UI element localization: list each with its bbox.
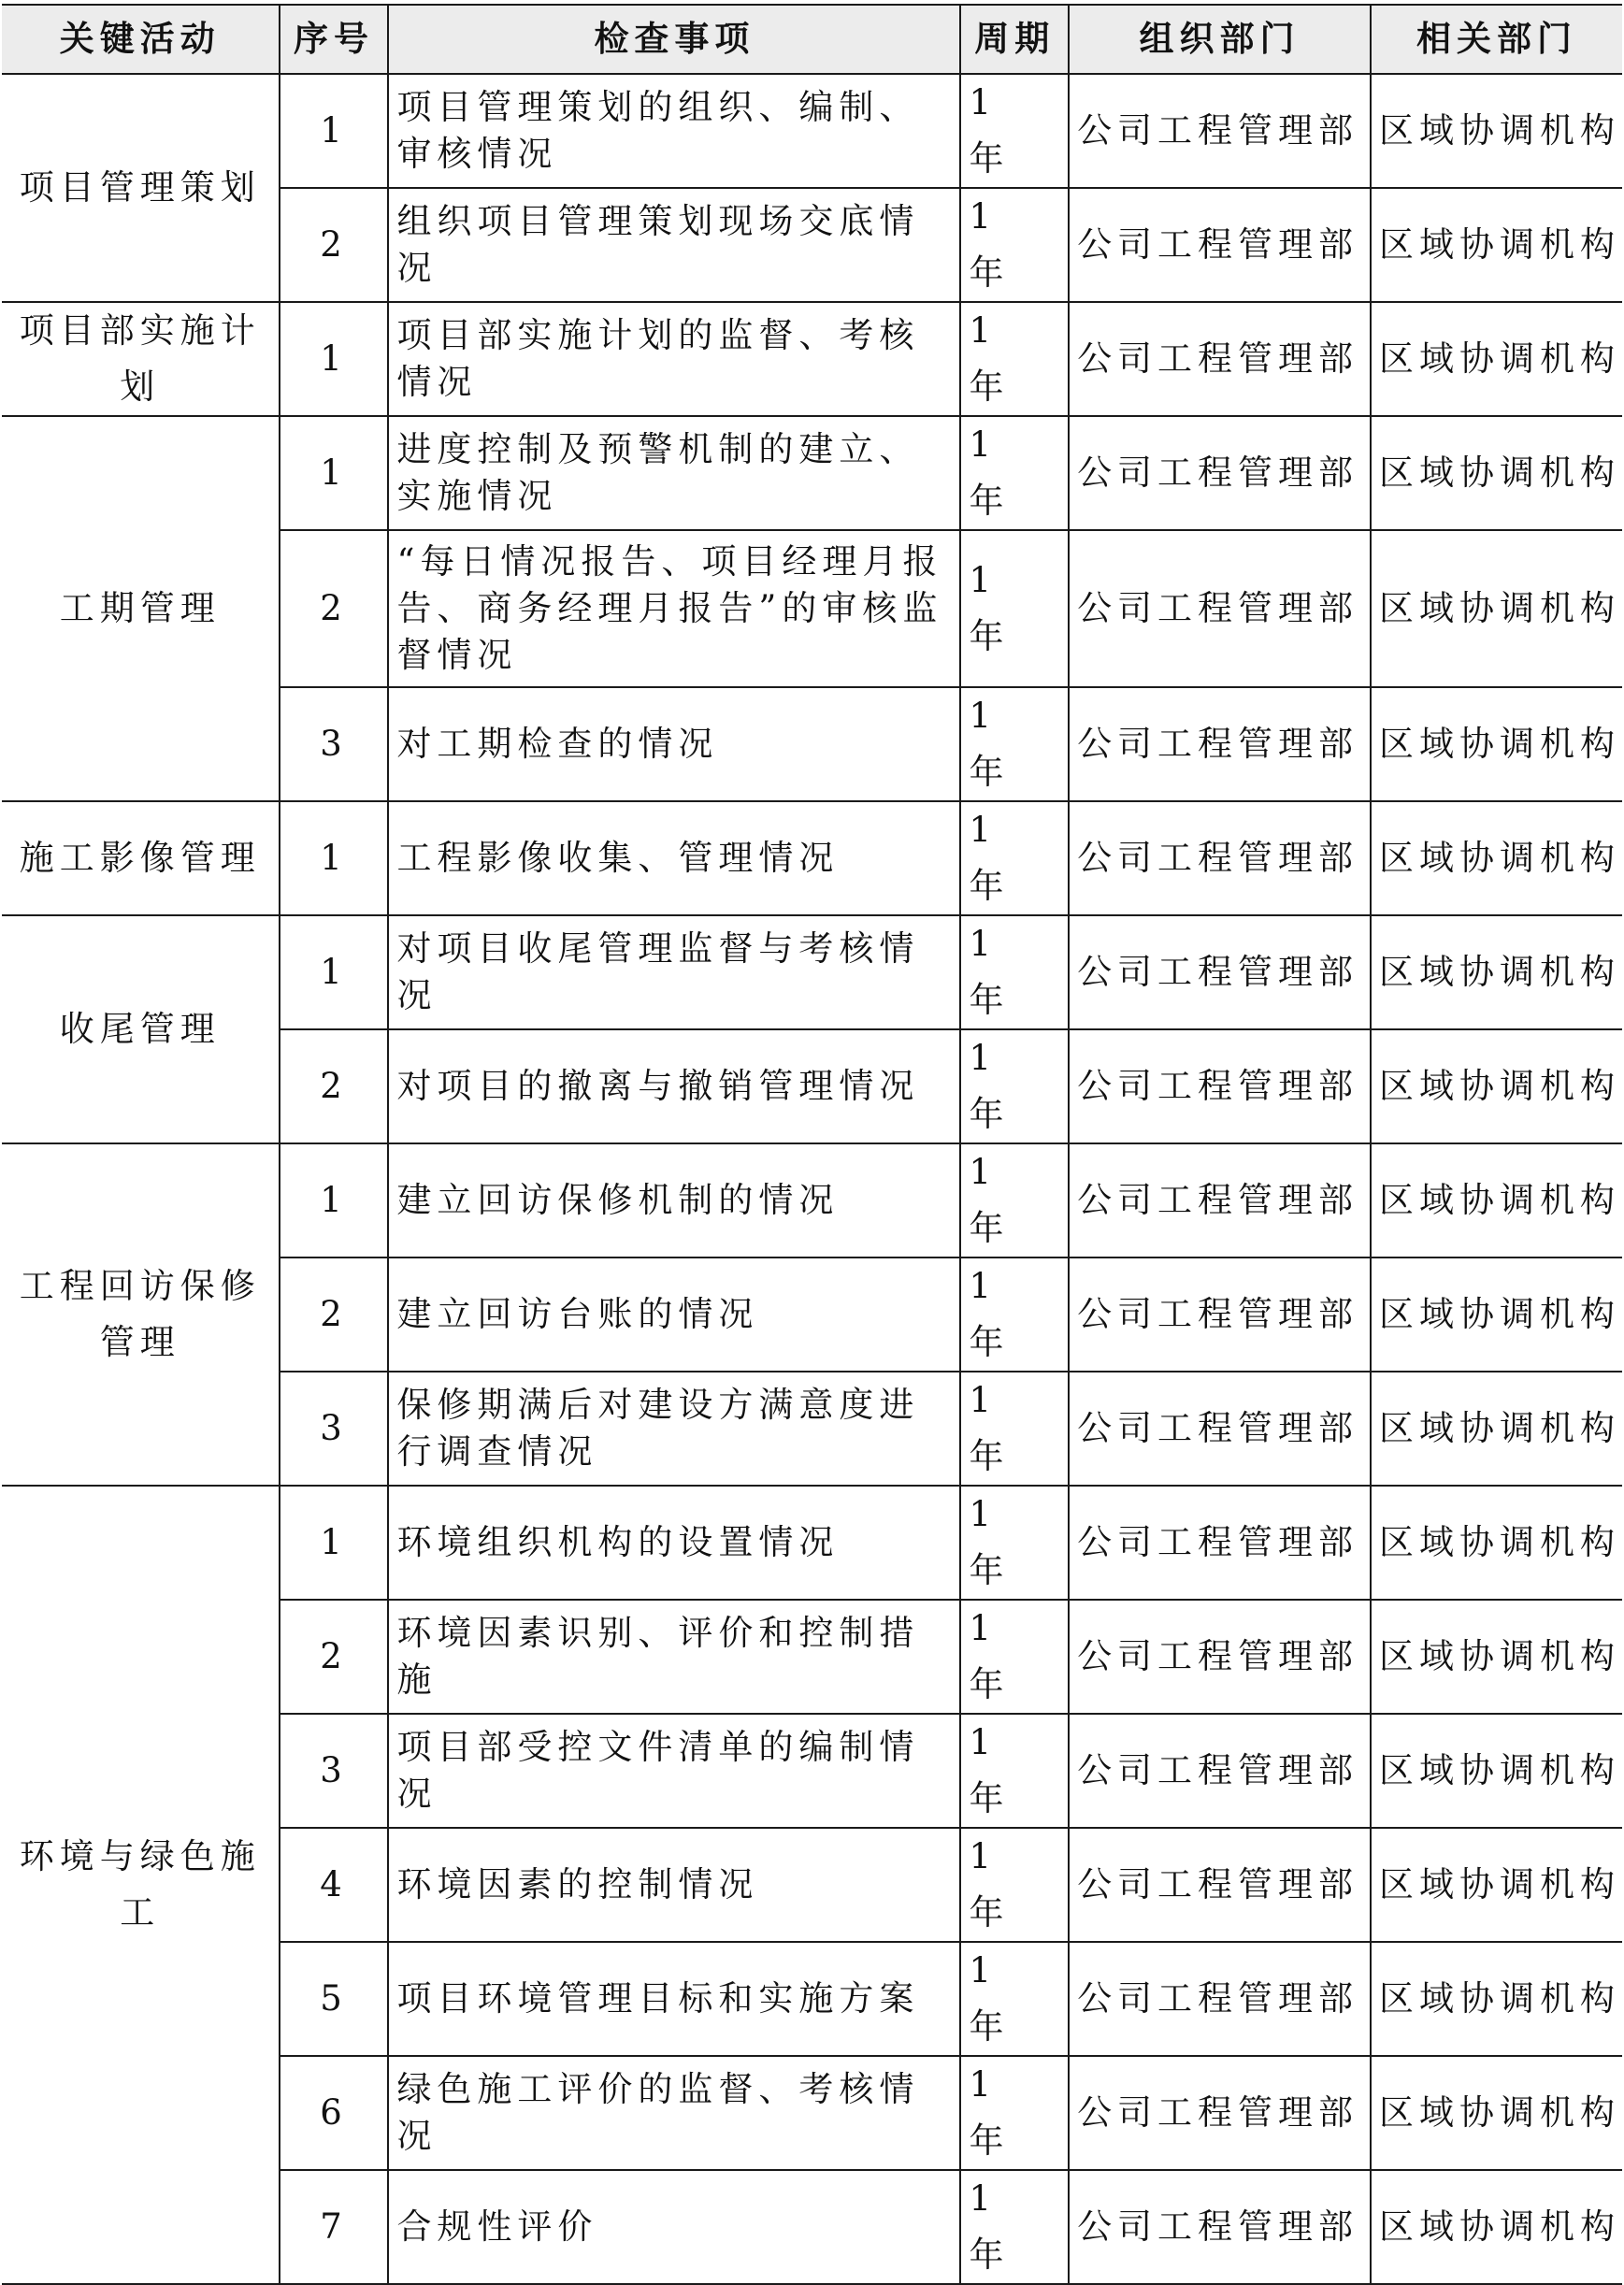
- period-cell: 1 年: [960, 2170, 1069, 2284]
- table-row: [2, 302, 1622, 416]
- related-dept-cell: 区域协调机构: [1371, 416, 1622, 530]
- org-dept-cell: 公司工程管理部: [1069, 416, 1371, 530]
- period-cell: 1 年: [960, 1029, 1069, 1143]
- seq-cell: 3: [280, 1372, 389, 1486]
- seq-cell: 1: [280, 416, 389, 530]
- check-item-cell: 环境组织机构的设置情况: [388, 1486, 960, 1600]
- check-item-cell: 项目环境管理目标和实施方案: [388, 1942, 960, 2056]
- related-dept-cell: 区域协调机构: [1371, 1714, 1622, 1828]
- period-cell: 1 年: [960, 1714, 1069, 1828]
- check-item-cell: 合规性评价: [388, 2170, 960, 2284]
- check-item-cell: 项目部实施计划的监督、考核情况: [388, 302, 960, 416]
- header-org-dept: 组织部门: [1069, 5, 1371, 74]
- header-seq: 序号: [280, 5, 389, 74]
- check-item-cell: 环境因素识别、评价和控制措施: [388, 1600, 960, 1714]
- related-dept-cell: 区域协调机构: [1371, 1600, 1622, 1714]
- period-cell: 1 年: [960, 74, 1069, 188]
- seq-cell: 1: [280, 915, 389, 1029]
- related-dept-cell: 区域协调机构: [1371, 2056, 1622, 2170]
- table-body: [2, 74, 1622, 2284]
- seq-cell: 1: [280, 74, 389, 188]
- check-item-cell: “每日情况报告、项目经理月报告、商务经理月报告”的审核监督情况: [388, 530, 960, 687]
- seq-cell: 1: [280, 801, 389, 915]
- table-row: [2, 1486, 1622, 1600]
- related-dept-cell: 区域协调机构: [1371, 1372, 1622, 1486]
- seq-cell: 3: [280, 687, 389, 801]
- period-cell: 1 年: [960, 1828, 1069, 1942]
- period-cell: 1 年: [960, 1257, 1069, 1372]
- seq-cell: 2: [280, 1257, 389, 1372]
- org-dept-cell: 公司工程管理部: [1069, 530, 1371, 687]
- org-dept-cell: 公司工程管理部: [1069, 1143, 1371, 1257]
- org-dept-cell: 公司工程管理部: [1069, 687, 1371, 801]
- check-item-cell: 组织项目管理策划现场交底情况: [388, 188, 960, 302]
- key-activity-cell: 工程回访保修管理: [2, 1143, 280, 1486]
- period-cell: 1 年: [960, 530, 1069, 687]
- org-dept-cell: 公司工程管理部: [1069, 1828, 1371, 1942]
- period-cell: 1 年: [960, 2056, 1069, 2170]
- related-dept-cell: 区域协调机构: [1371, 801, 1622, 915]
- key-activity-cell: 施工影像管理: [2, 801, 280, 915]
- seq-cell: 2: [280, 1029, 389, 1143]
- period-cell: 1 年: [960, 302, 1069, 416]
- seq-cell: 3: [280, 1714, 389, 1828]
- key-activity-cell: 工期管理: [2, 416, 280, 801]
- period-cell: 1 年: [960, 416, 1069, 530]
- seq-cell: 4: [280, 1828, 389, 1942]
- org-dept-cell: 公司工程管理部: [1069, 1486, 1371, 1600]
- key-activity-cell: 收尾管理: [2, 915, 280, 1143]
- related-dept-cell: 区域协调机构: [1371, 302, 1622, 416]
- related-dept-cell: 区域协调机构: [1371, 74, 1622, 188]
- org-dept-cell: 公司工程管理部: [1069, 188, 1371, 302]
- check-item-cell: 保修期满后对建设方满意度进行调查情况: [388, 1372, 960, 1486]
- org-dept-cell: 公司工程管理部: [1069, 74, 1371, 188]
- seq-cell: 2: [280, 188, 389, 302]
- header-period: 周期: [960, 5, 1069, 74]
- check-item-cell: 对工期检查的情况: [388, 687, 960, 801]
- period-cell: 1 年: [960, 188, 1069, 302]
- related-dept-cell: 区域协调机构: [1371, 1486, 1622, 1600]
- org-dept-cell: 公司工程管理部: [1069, 1257, 1371, 1372]
- table-row: [2, 801, 1622, 915]
- header-check-item: 检查事项: [388, 5, 960, 74]
- related-dept-cell: 区域协调机构: [1371, 2170, 1622, 2284]
- seq-cell: 6: [280, 2056, 389, 2170]
- header-related-dept: 相关部门: [1371, 5, 1622, 74]
- org-dept-cell: 公司工程管理部: [1069, 2056, 1371, 2170]
- period-cell: 1 年: [960, 1143, 1069, 1257]
- related-dept-cell: 区域协调机构: [1371, 1257, 1622, 1372]
- period-cell: 1 年: [960, 801, 1069, 915]
- period-cell: 1 年: [960, 1372, 1069, 1486]
- check-item-cell: 绿色施工评价的监督、考核情况: [388, 2056, 960, 2170]
- related-dept-cell: 区域协调机构: [1371, 1029, 1622, 1143]
- org-dept-cell: 公司工程管理部: [1069, 915, 1371, 1029]
- seq-cell: 1: [280, 302, 389, 416]
- seq-cell: 7: [280, 2170, 389, 2284]
- period-cell: 1 年: [960, 915, 1069, 1029]
- period-cell: 1 年: [960, 1942, 1069, 2056]
- check-item-cell: 环境因素的控制情况: [388, 1828, 960, 1942]
- check-item-cell: 工程影像收集、管理情况: [388, 801, 960, 915]
- check-item-cell: 项目部受控文件清单的编制情况: [388, 1714, 960, 1828]
- period-cell: 1 年: [960, 1600, 1069, 1714]
- header-key-activity: 关键活动: [2, 5, 280, 74]
- org-dept-cell: 公司工程管理部: [1069, 1714, 1371, 1828]
- table-row: [2, 1143, 1622, 1257]
- org-dept-cell: 公司工程管理部: [1069, 1942, 1371, 2056]
- check-item-cell: 建立回访保修机制的情况: [388, 1143, 960, 1257]
- table-row: [2, 416, 1622, 530]
- key-activity-cell: 项目管理策划: [2, 74, 280, 302]
- org-dept-cell: 公司工程管理部: [1069, 2170, 1371, 2284]
- related-dept-cell: 区域协调机构: [1371, 1942, 1622, 2056]
- org-dept-cell: 公司工程管理部: [1069, 801, 1371, 915]
- org-dept-cell: 公司工程管理部: [1069, 1372, 1371, 1486]
- related-dept-cell: 区域协调机构: [1371, 188, 1622, 302]
- seq-cell: 5: [280, 1942, 389, 2056]
- related-dept-cell: 区域协调机构: [1371, 1143, 1622, 1257]
- check-item-cell: 进度控制及预警机制的建立、实施情况: [388, 416, 960, 530]
- org-dept-cell: 公司工程管理部: [1069, 302, 1371, 416]
- related-dept-cell: 区域协调机构: [1371, 530, 1622, 687]
- related-dept-cell: 区域协调机构: [1371, 1828, 1622, 1942]
- check-item-cell: 建立回访台账的情况: [388, 1257, 960, 1372]
- seq-cell: 1: [280, 1143, 389, 1257]
- seq-cell: 1: [280, 1486, 389, 1600]
- check-item-cell: 对项目收尾管理监督与考核情况: [388, 915, 960, 1029]
- related-dept-cell: 区域协调机构: [1371, 687, 1622, 801]
- table-row: [2, 74, 1622, 188]
- key-activity-cell: 环境与绿色施工: [2, 1486, 280, 2284]
- table-row: [2, 915, 1622, 1029]
- seq-cell: 2: [280, 1600, 389, 1714]
- seq-cell: 2: [280, 530, 389, 687]
- org-dept-cell: 公司工程管理部: [1069, 1029, 1371, 1143]
- key-activity-cell: 项目部实施计划: [2, 302, 280, 416]
- org-dept-cell: 公司工程管理部: [1069, 1600, 1371, 1714]
- related-dept-cell: 区域协调机构: [1371, 915, 1622, 1029]
- header-row: [2, 5, 1622, 74]
- check-item-cell: 对项目的撤离与撤销管理情况: [388, 1029, 960, 1143]
- table-header: [2, 5, 1622, 74]
- period-cell: 1 年: [960, 1486, 1069, 1600]
- check-item-cell: 项目管理策划的组织、编制、审核情况: [388, 74, 960, 188]
- period-cell: 1 年: [960, 687, 1069, 801]
- inspection-table: [2, 4, 1622, 2285]
